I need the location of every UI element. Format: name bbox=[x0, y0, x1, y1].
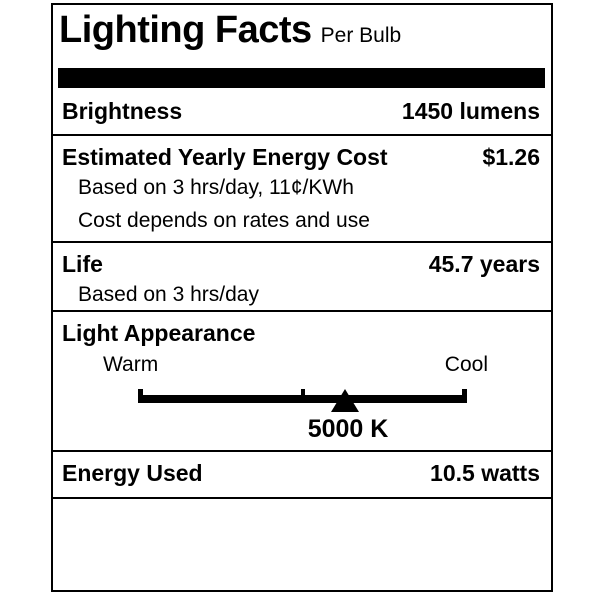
warm-label: Warm bbox=[103, 353, 159, 376]
energy-cost-note-usage: Based on 3 hrs/day, 11¢/KWh bbox=[78, 176, 354, 199]
scale-tick-right bbox=[462, 389, 467, 403]
label-subtitle: Per Bulb bbox=[320, 24, 402, 47]
divider bbox=[53, 241, 551, 243]
life-row bbox=[62, 251, 540, 277]
lighting-facts-label bbox=[51, 3, 553, 592]
scale-tick-left bbox=[138, 389, 143, 403]
brightness-value: 1450 lumens bbox=[401, 98, 540, 124]
life-note-usage: Based on 3 hrs/day bbox=[78, 283, 259, 306]
color-temperature-value: 5000 K bbox=[307, 415, 389, 443]
energy-used-row bbox=[62, 460, 540, 486]
color-temp-scale bbox=[138, 389, 467, 415]
header-separator-bar bbox=[58, 68, 545, 88]
divider bbox=[53, 310, 551, 312]
color-temp-scale-labels bbox=[103, 353, 488, 377]
energy-cost-row bbox=[62, 144, 540, 170]
energy-cost-label: Estimated Yearly Energy Cost bbox=[62, 144, 388, 170]
light-appearance-label: Light Appearance bbox=[62, 320, 256, 346]
energy-used-value: 10.5 watts bbox=[430, 460, 540, 486]
energy-cost-note-rates: Cost depends on rates and use bbox=[78, 209, 370, 232]
life-label: Life bbox=[62, 251, 103, 277]
divider bbox=[53, 497, 551, 499]
scale-tick-middle bbox=[301, 389, 305, 403]
life-value: 45.7 years bbox=[428, 251, 540, 277]
triangle-marker-icon bbox=[331, 389, 359, 412]
divider bbox=[53, 450, 551, 452]
brightness-row bbox=[62, 98, 540, 124]
energy-used-label: Energy Used bbox=[62, 460, 203, 486]
brightness-label: Brightness bbox=[62, 98, 183, 124]
energy-cost-value: $1.26 bbox=[482, 144, 540, 170]
cool-label: Cool bbox=[444, 353, 488, 376]
label-title: Lighting Facts bbox=[59, 9, 312, 51]
label-header bbox=[59, 10, 543, 52]
light-appearance-row bbox=[62, 320, 540, 346]
divider bbox=[53, 134, 551, 136]
